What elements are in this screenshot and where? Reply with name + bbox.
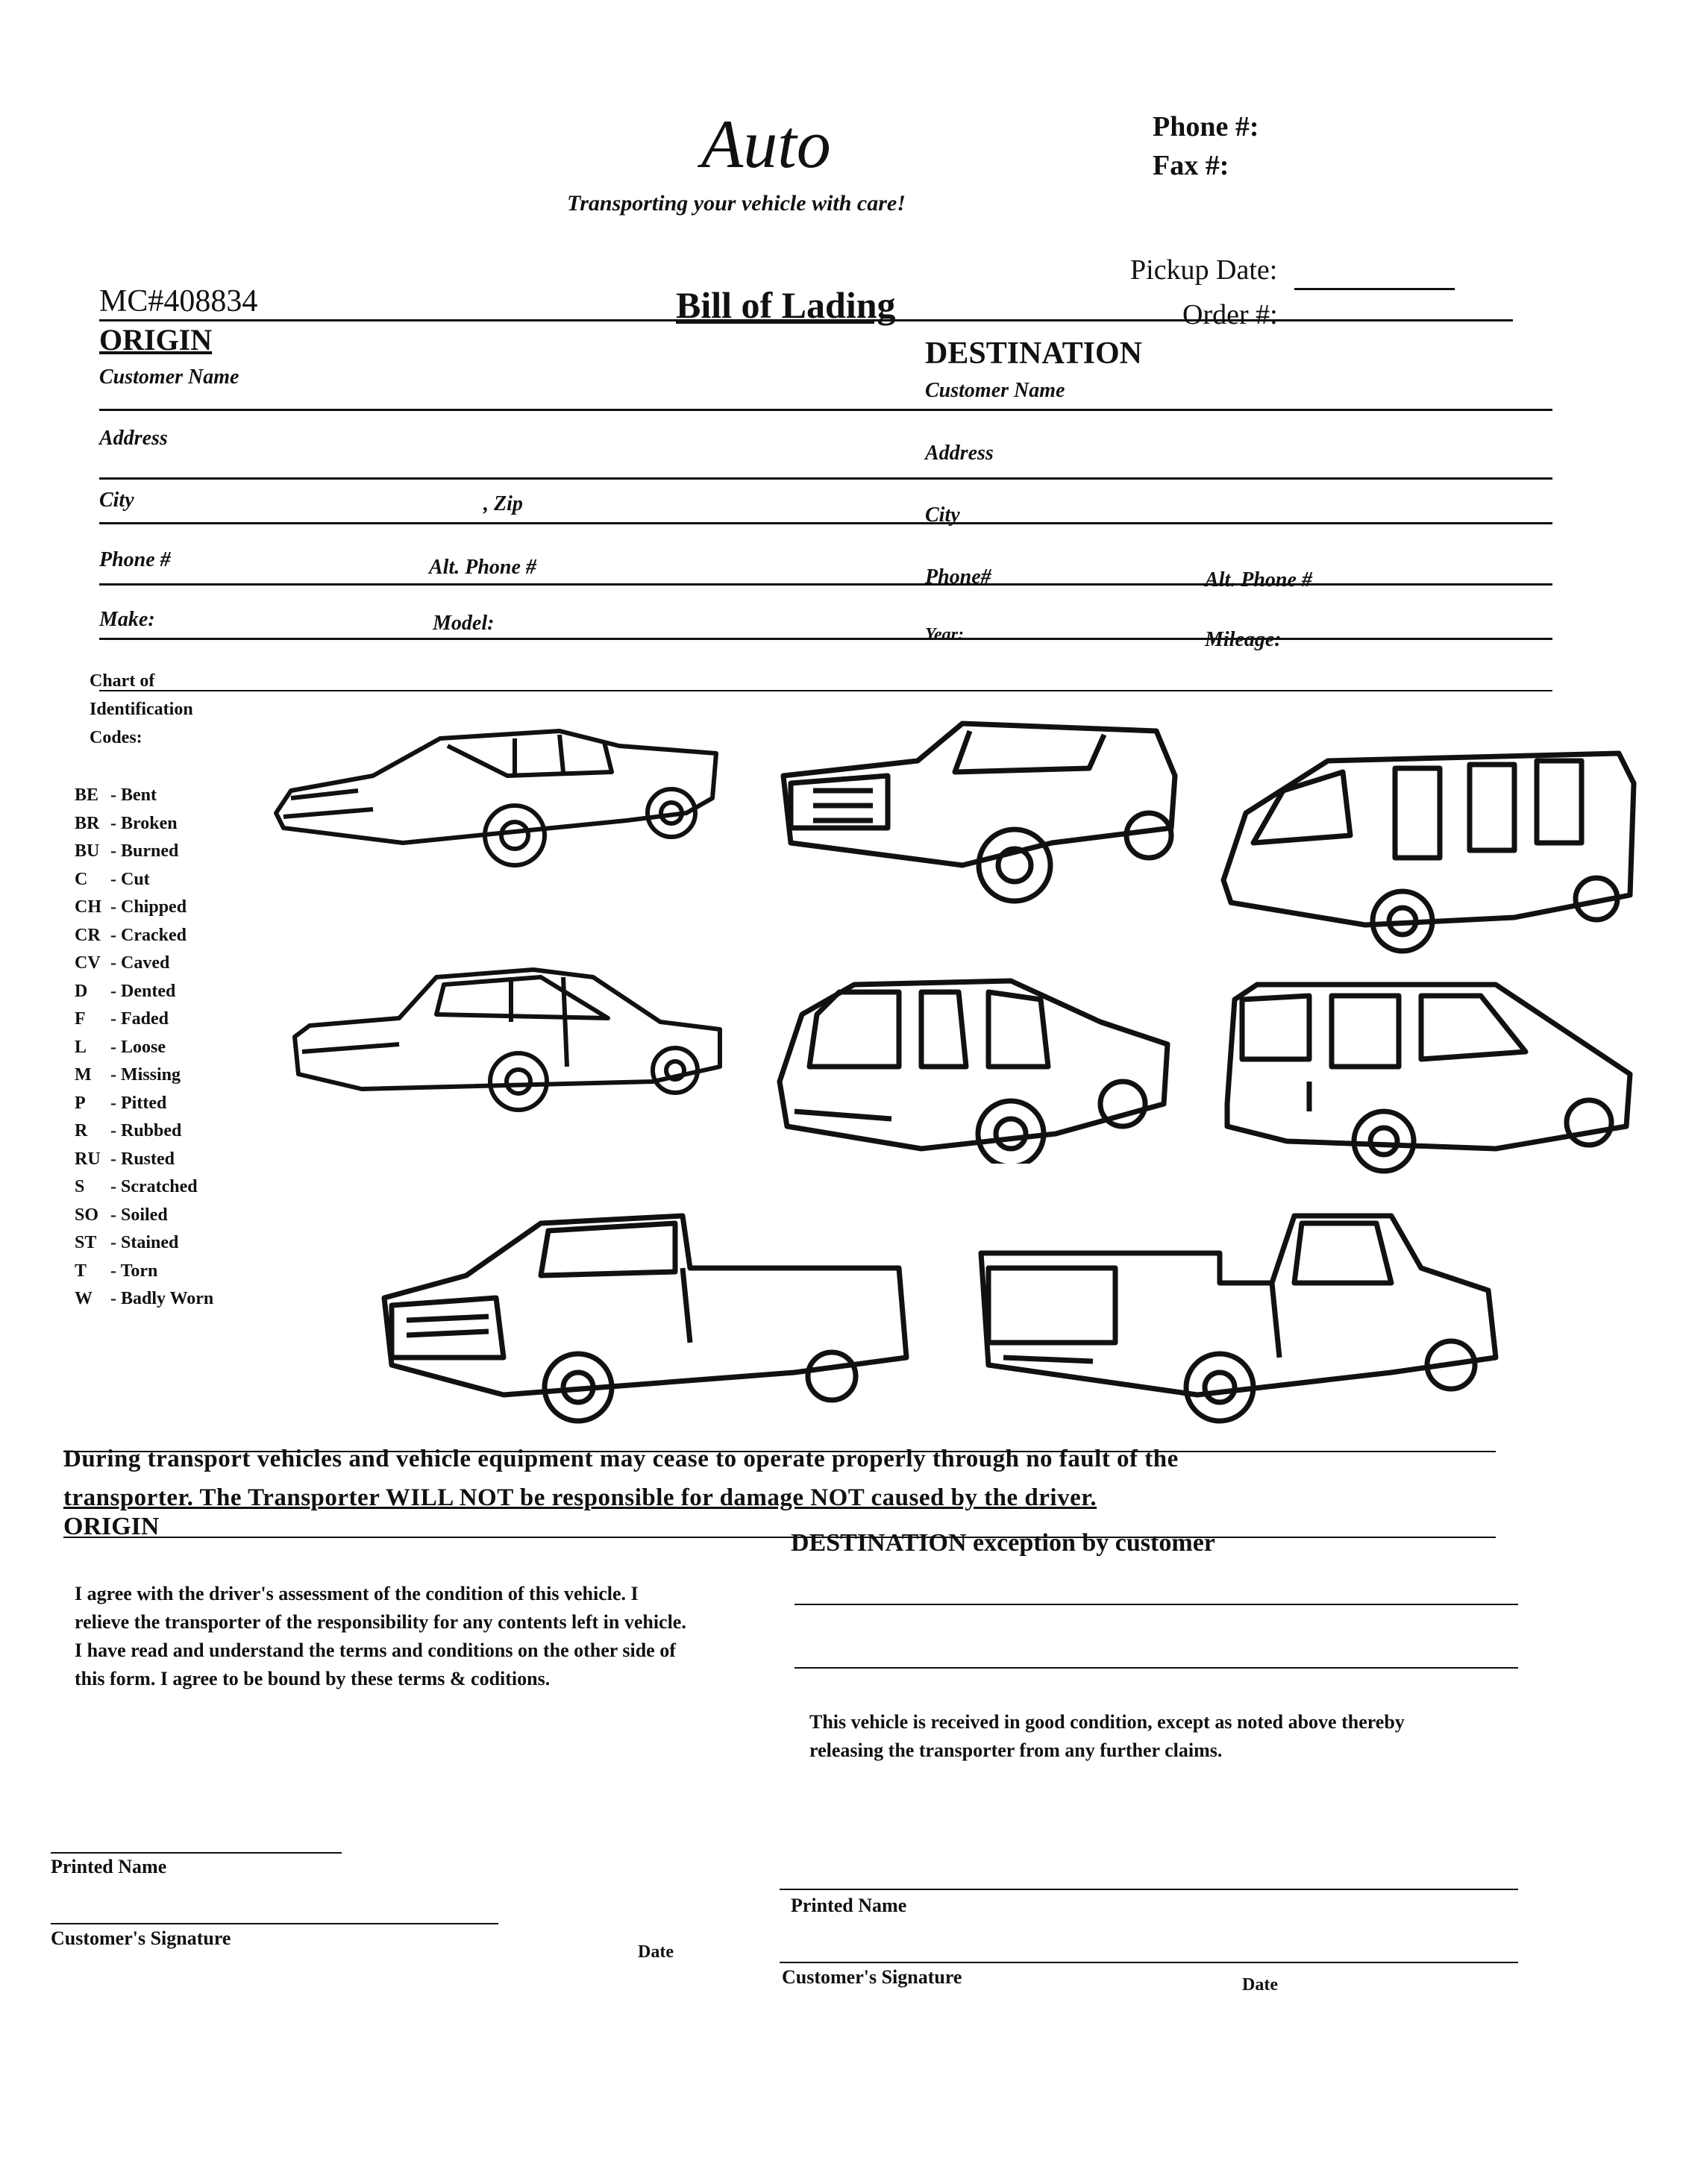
name-line[interactable] [99, 409, 1552, 411]
pickup-date-label: Pickup Date: [1130, 254, 1278, 286]
code-item: R - Rubbed [75, 1117, 213, 1146]
code-label: Broken [121, 813, 178, 833]
code-key: CR [75, 925, 101, 945]
code-label: Bent [121, 785, 157, 805]
code-key: BE [75, 785, 99, 805]
destination-signoff-heading: DESTINATION exception by customer [791, 1529, 1215, 1557]
origin-date-label: Date [638, 1942, 674, 1962]
code-item: CH - Chipped [75, 894, 213, 922]
destination-printed-name-line[interactable] [780, 1889, 1518, 1890]
mc-number: MC#408834 [99, 284, 258, 318]
code-key: S [75, 1177, 85, 1196]
destination-date-label: Date [1242, 1975, 1278, 1995]
code-key: W [75, 1289, 93, 1308]
header-rule [99, 319, 1513, 321]
origin-printed-name-line[interactable] [51, 1852, 342, 1854]
tagline: Transporting your vehicle with care! [567, 191, 906, 216]
destination-signature-label: Customer's Signature [782, 1966, 962, 1988]
destination-city-label: City [925, 503, 960, 527]
phone-label: Phone #: [1153, 111, 1259, 142]
code-label: Torn [120, 1261, 158, 1281]
codes-title-line-2: Identification [90, 700, 193, 719]
code-item: ST - Stained [75, 1229, 213, 1258]
pickup-date-line[interactable] [1294, 288, 1455, 290]
origin-signoff-heading: ORIGIN [63, 1513, 160, 1540]
code-label: Faded [121, 1009, 169, 1029]
code-label: Dented [121, 981, 176, 1001]
code-key: P [75, 1093, 86, 1113]
identification-codes [75, 782, 213, 1314]
vehicle-bottom-line [99, 690, 1552, 691]
code-item: RU - Rusted [75, 1146, 213, 1174]
exception-line-1[interactable] [795, 1604, 1518, 1605]
code-label: Rusted [121, 1149, 175, 1169]
city-line[interactable] [99, 522, 1552, 524]
code-key: C [75, 869, 88, 889]
disclaimer-bottom-line [63, 1537, 1496, 1538]
code-item: P - Pitted [75, 1090, 213, 1118]
destination-address-label: Address [925, 442, 994, 465]
minivan-diagram[interactable] [1212, 970, 1645, 1179]
pickup-diagram-rear[interactable] [974, 1208, 1511, 1425]
code-label: Caved [121, 953, 170, 973]
code-item: BE - Bent [75, 782, 213, 810]
code-key: CV [75, 953, 101, 973]
code-label: Scratched [121, 1177, 198, 1196]
destination-alt-phone-label: Alt. Phone # [1205, 568, 1312, 592]
code-item: M - Missing [75, 1061, 213, 1090]
code-item: BR - Broken [75, 810, 213, 838]
order-number-label: Order #: [1182, 299, 1278, 330]
code-item: S - Scratched [75, 1173, 213, 1202]
origin-agreement-text: I agree with the driver's assessment of the condition of this vehicle. I relieve the transporter of the responsibility for any contents left in vehicle. I have read and understand the terms and conditions on the other side of this form. I agree to be bound by these terms & coditions. [75, 1583, 686, 1689]
origin-customer-name-label: Customer Name [99, 365, 239, 389]
code-label: Loose [121, 1037, 166, 1057]
code-label: Missing [121, 1065, 181, 1085]
code-key: SO [75, 1205, 99, 1225]
origin-printed-name-label: Printed Name [51, 1856, 167, 1877]
code-key: M [75, 1065, 92, 1085]
code-label: Cracked [121, 925, 187, 945]
suv-diagram-1[interactable] [768, 716, 1186, 910]
destination-signature-line[interactable] [780, 1962, 1518, 1963]
code-item: F - Faded [75, 1005, 213, 1034]
code-item: CV - Caved [75, 950, 213, 978]
vehicle-line[interactable] [99, 638, 1552, 640]
code-item: SO - Soiled [75, 1202, 213, 1230]
code-item: L - Loose [75, 1034, 213, 1062]
code-key: L [75, 1037, 87, 1057]
code-label: Rubbed [121, 1121, 182, 1140]
code-label: Soiled [121, 1205, 168, 1225]
code-key: CH [75, 897, 101, 917]
mileage-label: Mileage: [1205, 628, 1282, 651]
origin-signature-line[interactable] [51, 1923, 498, 1924]
origin-signature-label: Customer's Signature [51, 1927, 231, 1949]
exception-line-2[interactable] [795, 1667, 1518, 1669]
origin-address-label: Address [99, 427, 168, 450]
code-key: F [75, 1009, 86, 1029]
sedan-diagram-2[interactable] [287, 962, 735, 1119]
code-key: ST [75, 1233, 97, 1252]
code-label: Pitted [121, 1093, 167, 1113]
code-item: BU - Burned [75, 838, 213, 866]
suv-diagram-2[interactable] [772, 970, 1175, 1164]
code-key: R [75, 1121, 88, 1140]
sedan-diagram-1[interactable] [269, 716, 731, 880]
code-item: CR - Cracked [75, 922, 213, 950]
codes-title-line-1: Chart of [90, 671, 155, 691]
code-item: W - Badly Worn [75, 1285, 213, 1314]
codes-title [90, 667, 193, 752]
van-diagram-1[interactable] [1216, 738, 1649, 955]
origin-heading: ORIGIN [99, 323, 213, 357]
phone-line[interactable] [99, 583, 1552, 586]
code-key: BR [75, 813, 100, 833]
code-key: BU [75, 841, 100, 861]
company-name: Auto [701, 106, 831, 182]
origin-zip-label: , Zip [483, 492, 523, 515]
destination-heading: DESTINATION [925, 336, 1142, 371]
pickup-diagram-front[interactable] [377, 1208, 914, 1425]
document-title: Bill of Lading [676, 284, 896, 326]
origin-city-label: City [99, 489, 134, 512]
code-label: Stained [121, 1233, 179, 1252]
disclaimer-line-2: transporter. The Transporter WILL NOT be responsible for damage NOT caused by the driver. [63, 1484, 1097, 1511]
address-line[interactable] [99, 477, 1552, 480]
fax-label: Fax #: [1153, 150, 1229, 181]
code-item: C - Cut [75, 866, 213, 894]
destination-receipt-text: This vehicle is received in good condition, except as noted above thereby releasing the transporter from any further claims. [809, 1711, 1405, 1761]
code-label: Badly Worn [121, 1289, 214, 1308]
origin-alt-phone-label: Alt. Phone # [429, 556, 536, 579]
year-label: Year: [925, 625, 964, 644]
code-label: Chipped [121, 897, 187, 917]
code-label: Cut [121, 869, 150, 889]
code-key: D [75, 981, 88, 1001]
codes-title-line-3: Codes: [90, 728, 142, 747]
destination-printed-name-label: Printed Name [791, 1895, 907, 1916]
code-key: RU [75, 1149, 101, 1169]
destination-phone-label: Phone# [925, 565, 991, 589]
code-item: T - Torn [75, 1258, 213, 1286]
disclaimer-line-1: During transport vehicles and vehicle equipment may cease to operate properly through no fault of the [63, 1446, 1179, 1472]
code-label: Burned [121, 841, 179, 861]
make-label: Make: [99, 608, 155, 631]
model-label: Model: [433, 612, 495, 635]
code-item: D - Dented [75, 978, 213, 1006]
destination-customer-name-label: Customer Name [925, 379, 1065, 402]
origin-phone-label: Phone # [99, 548, 171, 571]
code-key: T [75, 1261, 87, 1281]
